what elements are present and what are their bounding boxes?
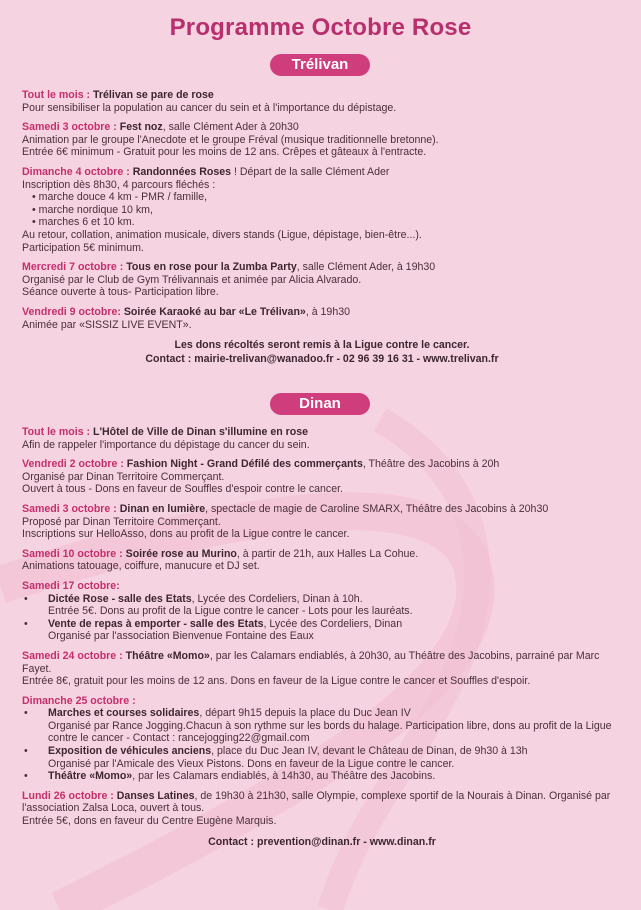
- event-date: Vendredi 9 octobre:: [22, 305, 121, 318]
- event-date: Tout le mois :: [22, 426, 91, 438]
- event-detail: Au retour, collation, animation musicale, divers stands (Ligue, dépistage, bien-être...).: [22, 228, 422, 241]
- event-title: Vente de repas à emporter - salle des Etats: [48, 617, 264, 630]
- event-item: [22, 548, 622, 573]
- event-detail: Participation 5€ minimum.: [22, 241, 144, 254]
- event-detail: Animations tatouage, coiffure, manucure et DJ set.: [22, 560, 260, 573]
- list-item: [22, 593, 622, 618]
- event-item: [22, 650, 622, 688]
- event-title: Théâtre «Momo»: [125, 649, 210, 662]
- event-detail: Entrée 5€, dons en faveur du Centre Eugène Marquis.: [22, 815, 277, 828]
- event-item: [22, 695, 622, 783]
- contact-line-trelivan: Contact : mairie-trelivan@wanadoo.fr - 02 96 39 16 31 - www.trelivan.fr: [145, 353, 499, 366]
- event-date: Samedi 3 octobre :: [22, 502, 117, 515]
- event-title: Soirée rose au Murino: [125, 547, 237, 560]
- section-badge-trelivan: Trélivan: [270, 54, 370, 76]
- donation-note: Les dons récoltés seront remis à la Ligue contre le cancer.: [174, 339, 470, 352]
- event-sub-list: [22, 593, 622, 643]
- event-title: Fashion Night - Grand Défilé des commerçants: [126, 458, 363, 471]
- event-detail: Organisé par le Club de Gym Trélivannais et animée par Alicia Alvarado.: [22, 273, 362, 286]
- list-item: • marche nordique 10 km,: [32, 204, 622, 217]
- event-info: , à partir de 21h, aux Halles La Cohue.: [236, 547, 419, 560]
- event-item: [22, 503, 622, 541]
- event-date: Samedi 10 octobre :: [22, 547, 123, 560]
- event-item: [22, 166, 622, 254]
- event-detail: Inscription dès 8h30, 4 parcours fléchés :: [22, 178, 216, 191]
- event-date: Mercredi 7 octobre :: [22, 261, 124, 274]
- event-title: Tous en rose pour la Zumba Party: [126, 261, 297, 274]
- event-title: Exposition de véhicules anciens: [48, 745, 212, 758]
- list-item: • marches 6 et 10 km.: [32, 216, 622, 229]
- page-title: Programme Octobre Rose: [169, 14, 472, 41]
- event-info: , Lycée des Cordeliers, Dinan à 10h.: [191, 592, 363, 605]
- event-detail: Pour sensibiliser la population au cancer du sein et à l'importance du dépistage.: [22, 101, 397, 114]
- event-item: [22, 426, 622, 451]
- event-item: [22, 89, 622, 114]
- section-badge-dinan: Dinan: [270, 393, 370, 415]
- event-date: Dimanche 25 octobre :: [22, 694, 136, 707]
- event-info: , place du Duc Jean IV, devant le Château de Dinan, de 9h30 à 13h: [211, 745, 528, 758]
- event-title: Fest noz: [119, 121, 163, 134]
- contact-label: Contact: [208, 835, 248, 848]
- event-info: , par les Calamars endiablés, à 20h30, au Théâtre des Jacobins, parrainé par Marc Fayet.: [22, 649, 600, 675]
- event-item: [22, 121, 622, 159]
- event-info: , spectacle de magie de Caroline SMARX, Théâtre des Jacobins à 20h30: [205, 502, 549, 515]
- contact-line-dinan: [22, 835, 622, 849]
- event-title: Marches et courses solidaires: [48, 707, 200, 720]
- event-item: [22, 790, 622, 828]
- section-dinan: [22, 426, 622, 849]
- event-info: , salle Clément Ader à 20h30: [162, 121, 299, 134]
- event-title: Dictée Rose - salle des Etats: [48, 592, 192, 605]
- event-detail: Entrée 5€. Dons au profit de la Ligue contre le cancer - Lots pour les lauréats.: [48, 605, 413, 618]
- event-title: Trélivan se pare de rose: [93, 89, 214, 101]
- list-item: • marche douce 4 km - PMR / famille,: [32, 191, 622, 204]
- event-info: , par les Calamars endiablés, à 14h30, au Théâtre des Jacobins.: [132, 770, 436, 783]
- event-item: [22, 306, 622, 331]
- event-detail: Organisé par l'association Bienvenue Fontaine des Eaux: [48, 630, 314, 643]
- event-title: Dinan en lumière: [119, 502, 206, 515]
- event-title: Soirée Karaoké au bar «Le Trélivan»: [123, 305, 306, 318]
- event-date: Vendredi 2 octobre :: [22, 458, 124, 471]
- route-list: [22, 191, 622, 229]
- list-item: [22, 770, 622, 783]
- list-item: [22, 707, 622, 745]
- contact-value: : prevention@dinan.fr - www.dinan.fr: [247, 835, 436, 848]
- event-detail: Entrée 6€ minimum - Gratuit pour les moins de 12 ans. Crêpes et gâteaux à l'entracte.: [22, 146, 427, 159]
- event-info: , à 19h30: [305, 305, 350, 318]
- event-info: , Théâtre des Jacobins à 20h: [362, 458, 500, 471]
- event-date: Samedi 3 octobre :: [22, 121, 117, 134]
- event-detail: Inscriptions sur HelloAsso, dons au profit de la Ligue contre le cancer.: [22, 528, 350, 541]
- event-detail: Ouvert à tous - Dons en faveur de Souffles d'espoir contre le cancer.: [22, 483, 343, 496]
- event-item: [22, 261, 622, 299]
- section-trelivan: [22, 89, 622, 366]
- event-info: , départ 9h15 depuis la place du Duc Jean IV: [199, 707, 411, 720]
- event-detail: Organisé par Dinan Territoire Commerçant.: [22, 470, 225, 483]
- event-title: Théâtre «Momo»: [48, 770, 133, 783]
- event-item: [22, 458, 622, 496]
- event-info: , de 19h30 à 21h30, salle Olympie, complexe sportif de la Nourais à Dinan. Organisé par l'association Zalsa Loca, ouvert à tous.: [22, 789, 611, 815]
- event-detail: Entrée 8€, gratuit pour les moins de 12 ans. Dons en faveur de la Ligue contre le cancer et Souffles d'espoir.: [22, 675, 531, 688]
- event-detail: Animation par le groupe l'Anecdote et le groupe Fréval (musique traditionnelle bretonne).: [22, 133, 439, 146]
- event-detail: Proposé par Dinan Territoire Commerçant.: [22, 515, 221, 528]
- event-date: Dimanche 4 octobre :: [22, 165, 130, 178]
- event-sub-list: [22, 707, 622, 783]
- event-date: Samedi 24 octobre :: [22, 649, 123, 662]
- event-date: Samedi 17 octobre:: [22, 579, 120, 592]
- event-detail: Afin de rappeler l'importance du dépistage du cancer du sein.: [22, 438, 310, 451]
- event-title: Randonnées Roses: [132, 165, 232, 178]
- event-item: [22, 580, 622, 643]
- event-detail: Organisé par l'Amicale des Vieux Pistons. Dons en faveur de la Ligue contre le cancer.: [48, 757, 455, 770]
- event-detail: Organisé par Rance Jogging.Chacun à son rythme sur les bords du halage. Participation libre, dons au profit de la Ligue contre le cancer - Contact : rancejogging22@gmail.com: [48, 719, 612, 745]
- event-info: , Lycée des Cordeliers, Dinan: [263, 617, 403, 630]
- event-detail: Séance ouverte à tous- Participation libre.: [22, 286, 219, 299]
- list-item: [22, 745, 622, 770]
- list-item: [22, 618, 622, 643]
- event-title: L'Hôtel de Ville de Dinan s'illumine en rose: [93, 426, 309, 438]
- event-date: Lundi 26 octobre :: [22, 789, 114, 802]
- event-date: Tout le mois :: [22, 89, 91, 101]
- event-info: ! Départ de la salle Clément Ader: [231, 165, 390, 178]
- event-detail: Animée par «SISSIZ LIVE EVENT».: [22, 318, 192, 331]
- event-title: Danses Latines: [116, 789, 195, 802]
- event-info: , salle Clément Ader, à 19h30: [296, 261, 436, 274]
